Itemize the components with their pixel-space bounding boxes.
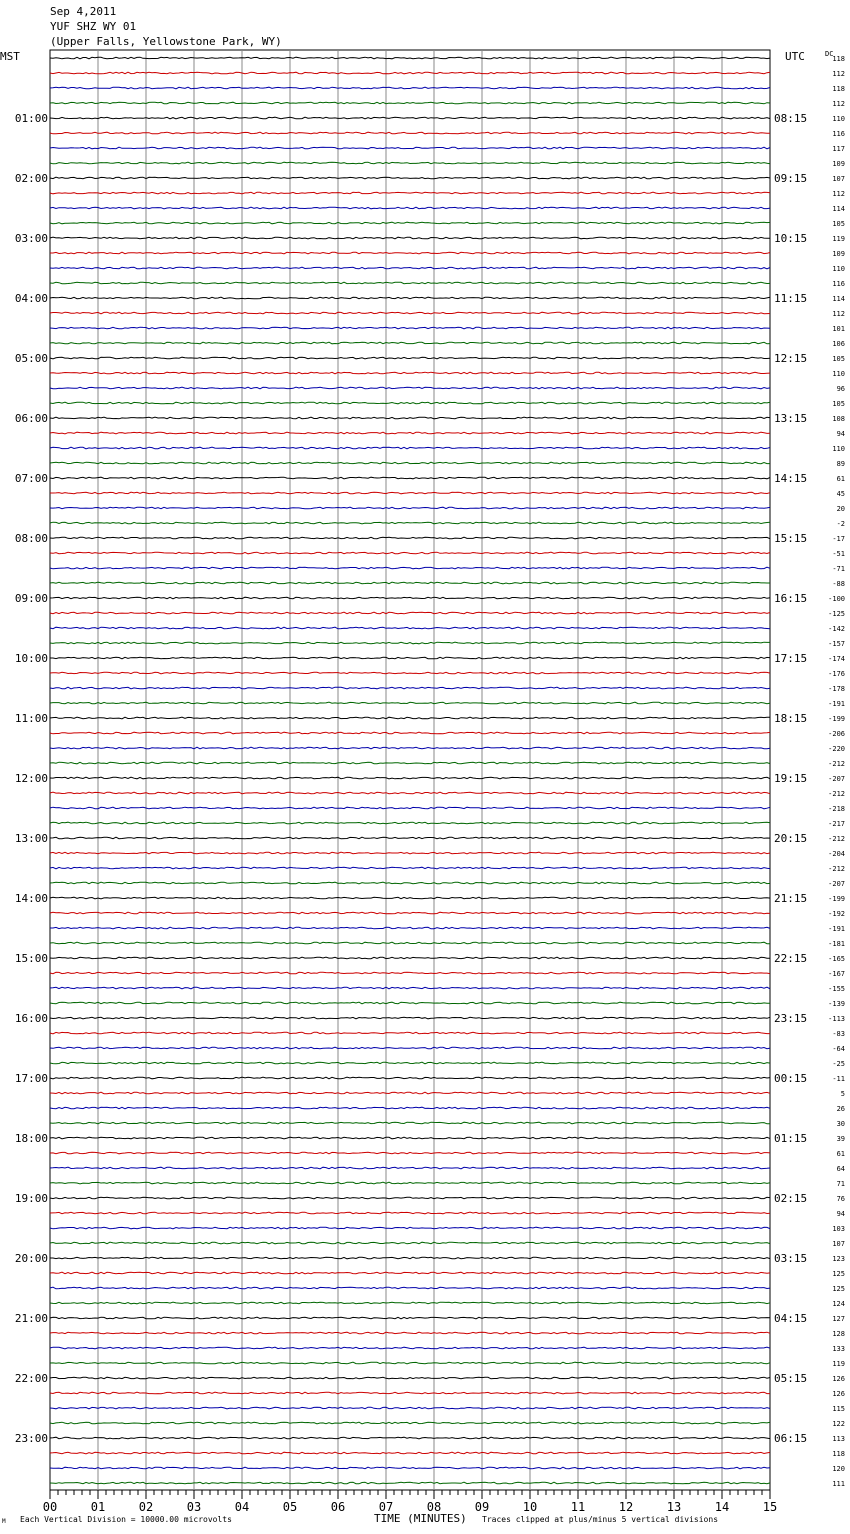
dc-offset-label: -199 <box>828 895 845 903</box>
dc-offset-label: -165 <box>828 955 845 963</box>
utc-hour-label: 04:15 <box>774 1312 808 1325</box>
dc-offset-label: 94 <box>836 1210 845 1218</box>
seismic-trace <box>50 1242 770 1244</box>
seismic-trace <box>50 447 770 449</box>
seismic-trace <box>50 507 770 509</box>
seismic-trace <box>50 492 770 494</box>
seismic-trace <box>50 942 770 944</box>
seismic-trace <box>50 522 770 524</box>
seismic-trace <box>50 1017 770 1019</box>
dc-offset-label: -218 <box>828 805 845 813</box>
dc-offset-label: 118 <box>832 55 845 63</box>
dc-offset-label: -206 <box>828 730 845 738</box>
seismic-trace <box>50 837 770 839</box>
seismic-trace <box>50 1302 770 1304</box>
seismic-trace <box>50 1467 770 1469</box>
dc-offset-label: 5 <box>840 1090 845 1098</box>
dc-offset-label: -167 <box>828 970 845 978</box>
seismic-trace <box>50 132 770 134</box>
x-tick-label: 00 <box>42 1500 58 1514</box>
seismic-trace <box>50 282 770 284</box>
seismic-trace <box>50 102 770 104</box>
utc-hour-label: 12:15 <box>774 352 808 365</box>
header-location: (Upper Falls, Yellowstone Park, WY) <box>50 35 282 48</box>
seismic-trace <box>50 1167 770 1169</box>
seismic-trace <box>50 1182 770 1184</box>
dc-offset-label: 94 <box>836 430 845 438</box>
utc-hour-label: 16:15 <box>774 592 808 605</box>
dc-offset-label: 114 <box>832 205 845 213</box>
dc-offset-label: 45 <box>836 490 845 498</box>
dc-offset-label: 109 <box>832 250 845 258</box>
dc-offset-label: 115 <box>832 1405 845 1413</box>
seismic-trace <box>50 1482 770 1484</box>
dc-offset-label: 110 <box>832 370 845 378</box>
seismic-trace <box>50 267 770 269</box>
dc-offset-label: 123 <box>832 1255 845 1263</box>
dc-offset-label: 107 <box>832 175 845 183</box>
seismic-trace <box>50 672 770 674</box>
dc-offset-label: 125 <box>832 1285 845 1293</box>
x-tick-label: 08 <box>426 1500 442 1514</box>
mst-hour-label: 17:00 <box>14 1072 48 1085</box>
seismic-trace <box>50 1452 770 1454</box>
utc-hour-label: 19:15 <box>774 772 808 785</box>
dc-offset-label: -181 <box>828 940 845 948</box>
seismic-trace <box>50 807 770 809</box>
dc-offset-label: 116 <box>832 130 845 138</box>
clip-note: Traces clipped at plus/minus 5 vertical divisions <box>482 1515 719 1524</box>
mst-hour-label: 08:00 <box>14 532 48 545</box>
seismic-trace <box>50 432 770 434</box>
seismic-trace <box>50 687 770 689</box>
dc-offset-label: 124 <box>832 1300 845 1308</box>
utc-hour-label: 00:15 <box>774 1072 808 1085</box>
mst-hour-label: 20:00 <box>14 1252 48 1265</box>
seismic-trace <box>50 1317 770 1319</box>
dc-offset-label: 30 <box>836 1120 845 1128</box>
seismic-trace <box>50 1407 770 1409</box>
seismic-trace <box>50 852 770 854</box>
dc-offset-label: 61 <box>836 1150 845 1158</box>
mst-hour-label: 02:00 <box>14 172 48 185</box>
dc-offset-label: -207 <box>828 775 845 783</box>
utc-hour-label: 13:15 <box>774 412 808 425</box>
seismic-trace <box>50 1362 770 1364</box>
dc-offset-label: 118 <box>832 85 845 93</box>
mst-hour-label: 07:00 <box>14 472 48 485</box>
dc-offset-label: -191 <box>828 925 845 933</box>
seismic-trace <box>50 162 770 164</box>
dc-offset-label: -217 <box>828 820 845 828</box>
dc-offset-label: -17 <box>832 535 845 543</box>
seismic-trace <box>50 822 770 824</box>
seismic-trace <box>50 192 770 194</box>
dc-offset-label: -207 <box>828 880 845 888</box>
x-tick-label: 13 <box>666 1500 682 1514</box>
x-tick-label: 03 <box>186 1500 202 1514</box>
utc-hour-label: 05:15 <box>774 1372 808 1385</box>
x-tick-label: 15 <box>762 1500 778 1514</box>
x-tick-label: 14 <box>714 1500 730 1514</box>
mst-hour-label: 09:00 <box>14 592 48 605</box>
utc-hour-label: 09:15 <box>774 172 808 185</box>
utc-hour-label: 21:15 <box>774 892 808 905</box>
seismic-trace <box>50 207 770 209</box>
mst-hour-label: 12:00 <box>14 772 48 785</box>
mst-hour-label: 19:00 <box>14 1192 48 1205</box>
seismic-trace <box>50 957 770 959</box>
header-date: Sep 4,2011 <box>50 5 117 18</box>
dc-axis-label: DC <box>825 50 834 58</box>
seismic-trace <box>50 357 770 359</box>
x-tick-label: 01 <box>90 1500 106 1514</box>
dc-offset-label: 114 <box>832 295 845 303</box>
dc-offset-label: -11 <box>832 1075 845 1083</box>
seismic-trace <box>50 792 770 794</box>
seismic-trace <box>50 72 770 74</box>
dc-offset-label: 112 <box>832 310 845 318</box>
dc-offset-label: -199 <box>828 715 845 723</box>
seismic-trace <box>50 1032 770 1034</box>
seismic-trace <box>50 567 770 569</box>
seismic-trace <box>50 462 770 464</box>
dc-offset-label: 112 <box>832 100 845 108</box>
dc-offset-label: 110 <box>832 115 845 123</box>
dc-offset-label: -157 <box>828 640 845 648</box>
seismic-trace <box>50 87 770 89</box>
dc-offset-label: -176 <box>828 670 845 678</box>
x-tick-label: 12 <box>618 1500 634 1514</box>
dc-offset-label: 117 <box>832 145 845 153</box>
seismic-trace <box>50 1092 770 1094</box>
utc-hour-label: 08:15 <box>774 112 808 125</box>
mst-hour-label: 13:00 <box>14 832 48 845</box>
dc-offset-label: 119 <box>832 235 845 243</box>
seismic-trace <box>50 57 770 59</box>
dc-offset-label: 118 <box>832 1450 845 1458</box>
dc-offset-label: 96 <box>836 385 845 393</box>
seismic-trace <box>50 1197 770 1199</box>
utc-axis-label: UTC <box>785 50 805 63</box>
dc-offset-label: -2 <box>836 520 845 528</box>
seismic-trace <box>50 552 770 554</box>
dc-offset-label: 116 <box>832 280 845 288</box>
seismic-trace <box>50 1422 770 1424</box>
dc-offset-label: -212 <box>828 835 845 843</box>
dc-offset-label: -51 <box>832 550 845 558</box>
seismic-trace <box>50 702 770 704</box>
mst-hour-label: 10:00 <box>14 652 48 665</box>
dc-offset-label: 64 <box>836 1165 845 1173</box>
utc-hour-label: 23:15 <box>774 1012 808 1025</box>
seismic-trace <box>50 1077 770 1079</box>
mst-hour-label: 23:00 <box>14 1432 48 1445</box>
seismic-trace <box>50 612 770 614</box>
seismic-trace <box>50 1257 770 1259</box>
seismic-trace <box>50 387 770 389</box>
dc-offset-label: -83 <box>832 1030 845 1038</box>
dc-offset-label: -155 <box>828 985 845 993</box>
seismic-trace <box>50 222 770 224</box>
dc-offset-label: -88 <box>832 580 845 588</box>
mst-hour-label: 04:00 <box>14 292 48 305</box>
dc-offset-label: 119 <box>832 1360 845 1368</box>
x-tick-label: 02 <box>138 1500 154 1514</box>
dc-offset-label: 109 <box>832 160 845 168</box>
seismic-trace <box>50 642 770 644</box>
seismic-trace <box>50 927 770 929</box>
mst-hour-label: 21:00 <box>14 1312 48 1325</box>
utc-hour-label: 03:15 <box>774 1252 808 1265</box>
seismic-trace <box>50 717 770 719</box>
seismic-trace <box>50 177 770 179</box>
utc-hour-label: 18:15 <box>774 712 808 725</box>
utc-hour-label: 20:15 <box>774 832 808 845</box>
dc-offset-label: 76 <box>836 1195 845 1203</box>
seismic-trace <box>50 1137 770 1139</box>
seismic-trace <box>50 1332 770 1334</box>
dc-offset-label: -220 <box>828 745 845 753</box>
seismic-trace <box>50 1047 770 1049</box>
dc-offset-label: -212 <box>828 790 845 798</box>
header-station: YUF SHZ WY 01 <box>50 20 137 33</box>
seismic-trace <box>50 1002 770 1004</box>
seismic-trace <box>50 1107 770 1109</box>
seismic-trace <box>50 297 770 299</box>
dc-offset-label: 110 <box>832 445 845 453</box>
mst-hour-label: 18:00 <box>14 1132 48 1145</box>
mst-hour-label: 06:00 <box>14 412 48 425</box>
dc-offset-label: -64 <box>832 1045 845 1053</box>
dc-offset-label: 108 <box>832 415 845 423</box>
dc-offset-label: 122 <box>832 1420 845 1428</box>
dc-offset-label: 105 <box>832 220 845 228</box>
mst-hour-label: 03:00 <box>14 232 48 245</box>
dc-offset-label: 39 <box>836 1135 845 1143</box>
dc-offset-label: 126 <box>832 1375 845 1383</box>
utc-hour-label: 22:15 <box>774 952 808 965</box>
dc-offset-label: 101 <box>832 325 845 333</box>
seismic-trace <box>50 327 770 329</box>
x-axis-title: TIME (MINUTES) <box>374 1512 467 1525</box>
utc-hour-label: 11:15 <box>774 292 808 305</box>
seismic-trace <box>50 252 770 254</box>
seismic-trace <box>50 1122 770 1124</box>
seismic-trace <box>50 402 770 404</box>
mst-hour-label: 22:00 <box>14 1372 48 1385</box>
seismic-trace <box>50 417 770 419</box>
seismic-trace <box>50 147 770 149</box>
dc-offset-label: 110 <box>832 265 845 273</box>
seismic-trace <box>50 882 770 884</box>
dc-offset-label: 61 <box>836 475 845 483</box>
seismic-trace <box>50 1437 770 1439</box>
dc-offset-label: 127 <box>832 1315 845 1323</box>
x-tick-label: 07 <box>378 1500 394 1514</box>
seismic-trace <box>50 897 770 899</box>
seismic-trace <box>50 1347 770 1349</box>
dc-offset-label: -174 <box>828 655 845 663</box>
dc-offset-label: 20 <box>836 505 845 513</box>
dc-offset-label: -204 <box>828 850 845 858</box>
seismic-trace <box>50 237 770 239</box>
dc-offset-label: -178 <box>828 685 845 693</box>
x-tick-label: 06 <box>330 1500 346 1514</box>
mst-hour-label: 05:00 <box>14 352 48 365</box>
dc-offset-label: 103 <box>832 1225 845 1233</box>
dc-offset-label: -142 <box>828 625 845 633</box>
x-tick-label: 05 <box>282 1500 298 1514</box>
seismic-trace <box>50 912 770 914</box>
utc-hour-label: 06:15 <box>774 1432 808 1445</box>
x-tick-label: 09 <box>474 1500 490 1514</box>
dc-offset-label: -192 <box>828 910 845 918</box>
seismic-trace <box>50 477 770 479</box>
dc-offset-label: 26 <box>836 1105 845 1113</box>
x-tick-label: 10 <box>522 1500 538 1514</box>
dc-offset-label: 128 <box>832 1330 845 1338</box>
mst-hour-label: 01:00 <box>14 112 48 125</box>
utc-hour-label: 14:15 <box>774 472 808 485</box>
seismic-trace <box>50 1227 770 1229</box>
seismic-trace <box>50 732 770 734</box>
seismic-trace <box>50 987 770 989</box>
seismic-trace <box>50 867 770 869</box>
seismic-trace <box>50 1392 770 1394</box>
seismic-trace <box>50 372 770 374</box>
seismic-trace <box>50 1152 770 1154</box>
seismic-trace <box>50 1212 770 1214</box>
seismic-trace <box>50 762 770 764</box>
utc-hour-label: 01:15 <box>774 1132 808 1145</box>
x-tick-label: 11 <box>570 1500 586 1514</box>
seismic-trace <box>50 1062 770 1064</box>
utc-hour-label: 15:15 <box>774 532 808 545</box>
seismic-trace <box>50 342 770 344</box>
dc-offset-label: -139 <box>828 1000 845 1008</box>
dc-offset-label: -25 <box>832 1060 845 1068</box>
x-tick-label: 04 <box>234 1500 250 1514</box>
mst-hour-label: 11:00 <box>14 712 48 725</box>
seismic-trace <box>50 537 770 539</box>
seismic-trace <box>50 582 770 584</box>
seismic-trace <box>50 1377 770 1379</box>
seismic-trace <box>50 1272 770 1274</box>
utc-hour-label: 10:15 <box>774 232 808 245</box>
seismic-trace <box>50 117 770 119</box>
utc-hour-label: 02:15 <box>774 1192 808 1205</box>
dc-offset-label: 107 <box>832 1240 845 1248</box>
seismic-trace <box>50 597 770 599</box>
mst-axis-label: MST <box>0 50 20 63</box>
seismic-trace <box>50 1287 770 1289</box>
scale-note: Each Vertical Division = 10000.00 microvolts <box>20 1515 232 1524</box>
seismic-trace <box>50 972 770 974</box>
dc-offset-label: 89 <box>836 460 845 468</box>
dc-offset-label: 112 <box>832 70 845 78</box>
dc-offset-label: 126 <box>832 1390 845 1398</box>
dc-offset-label: 120 <box>832 1465 845 1473</box>
dc-offset-label: 111 <box>832 1480 845 1488</box>
seismic-trace <box>50 657 770 659</box>
utc-hour-label: 17:15 <box>774 652 808 665</box>
dc-offset-label: 113 <box>832 1435 845 1443</box>
dc-offset-label: 71 <box>836 1180 845 1188</box>
seismic-trace <box>50 627 770 629</box>
dc-offset-label: -100 <box>828 595 845 603</box>
mst-hour-label: 14:00 <box>14 892 48 905</box>
dc-offset-label: 105 <box>832 355 845 363</box>
dc-offset-label: 106 <box>832 340 845 348</box>
seismic-trace <box>50 777 770 779</box>
corner-mark: M <box>2 1518 6 1525</box>
dc-offset-label: 105 <box>832 400 845 408</box>
dc-offset-label: -191 <box>828 700 845 708</box>
dc-offset-label: -113 <box>828 1015 845 1023</box>
seismic-trace <box>50 312 770 314</box>
mst-hour-label: 15:00 <box>14 952 48 965</box>
dc-offset-label: -212 <box>828 865 845 873</box>
dc-offset-label: -71 <box>832 565 845 573</box>
mst-hour-label: 16:00 <box>14 1012 48 1025</box>
dc-offset-label: -212 <box>828 760 845 768</box>
dc-offset-label: 125 <box>832 1270 845 1278</box>
dc-offset-label: 112 <box>832 190 845 198</box>
seismic-trace <box>50 747 770 749</box>
dc-offset-label: 133 <box>832 1345 845 1353</box>
dc-offset-label: -125 <box>828 610 845 618</box>
